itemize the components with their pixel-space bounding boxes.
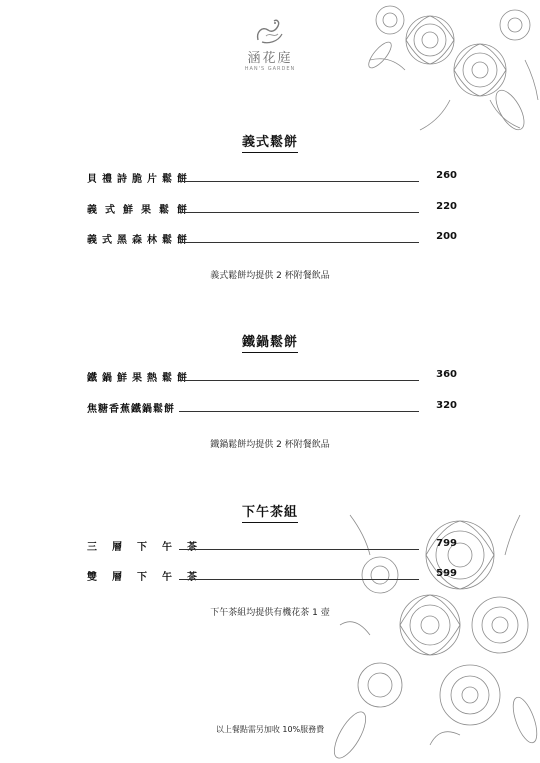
menu-item-row (87, 369, 457, 385)
menu-item-name: 鐵鍋鮮果熱鬆餅 (87, 373, 192, 384)
brand-name: 涵花庭 (247, 51, 293, 66)
menu-item-name: 焦糖香蕉鐵鍋鬆餅 (87, 404, 175, 415)
section-title-text: 鐵鍋鬆餅 (242, 335, 298, 353)
section-title-iron-pot-waffle (0, 331, 540, 350)
menu-item-price: 200 (436, 231, 457, 242)
dotted-leader-line (179, 181, 419, 182)
section-note: 鐵鍋鬆餅均提供 2 杯附餐飲品 (210, 440, 330, 450)
menu-item-name: 雙層下午茶 (87, 572, 212, 583)
section-title-text: 義式鬆餅 (242, 135, 298, 153)
flower-illustration-bottom (320, 495, 540, 763)
dotted-leader-line (179, 411, 419, 412)
menu-item-price: 599 (436, 568, 457, 579)
section-note: 義式鬆餅均提供 2 杯附餐飲品 (210, 271, 330, 281)
menu-item-name: 貝禮詩脆片鬆餅 (87, 174, 192, 185)
dotted-leader-line (179, 380, 419, 381)
brand-subtitle: HAN'S GARDEN (244, 66, 296, 72)
menu-item-row (87, 400, 457, 416)
menu-item-name: 義式黑森林鬆餅 (87, 235, 192, 246)
menu-item-row (87, 568, 457, 584)
menu-item-price: 220 (436, 201, 457, 212)
menu-item-price: 260 (436, 170, 457, 181)
section-title-afternoon-tea (0, 501, 540, 520)
menu-item-row (87, 201, 457, 217)
brand-logo (240, 16, 300, 72)
swan-logo-icon (252, 16, 288, 46)
dotted-leader-line (179, 549, 419, 550)
menu-item-price: 360 (436, 369, 457, 380)
dotted-leader-line (179, 579, 419, 580)
section-title-italian-waffle (0, 131, 540, 150)
section-note: 下午茶組均提供有機花茶 1 壺 (210, 608, 330, 618)
service-charge-note: 以上餐點需另加收 10%服務費 (215, 725, 325, 734)
section-title-text: 下午茶組 (242, 505, 298, 523)
dotted-leader-line (179, 212, 419, 213)
menu-item-name: 義式鮮果鬆餅 (87, 205, 195, 216)
menu-item-price: 320 (436, 400, 457, 411)
dotted-leader-line (179, 242, 419, 243)
flower-illustration-top (350, 0, 540, 140)
menu-item-row (87, 538, 457, 554)
menu-item-row (87, 170, 457, 186)
menu-item-row (87, 231, 457, 247)
menu-item-price: 799 (436, 538, 457, 549)
menu-item-name: 三層下午茶 (87, 542, 212, 553)
